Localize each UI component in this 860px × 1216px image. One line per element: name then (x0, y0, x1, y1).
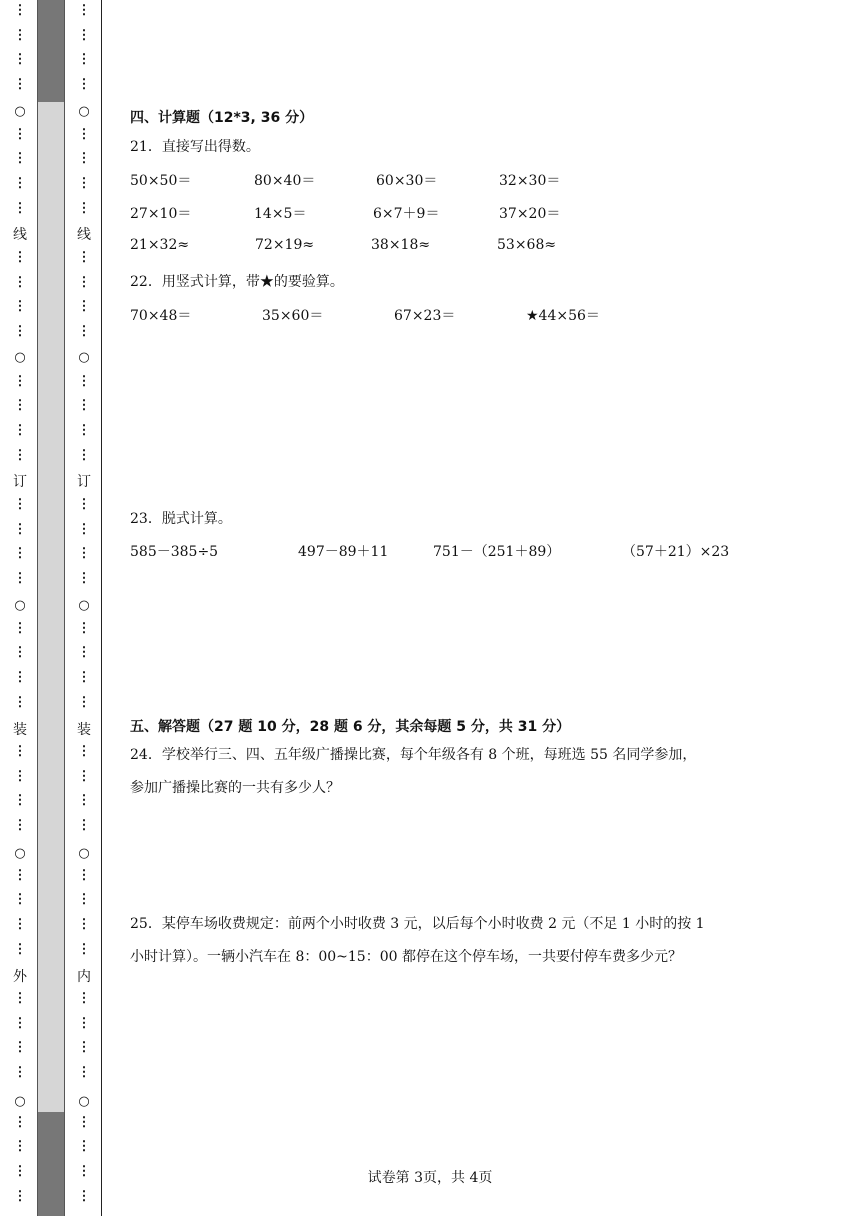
inner-dots: ⋮ (77, 620, 91, 636)
outer-circle-mark: ○ (14, 1094, 26, 1109)
q21-item: 80×40＝ (254, 173, 316, 189)
q24-line: 参加广播操比赛的一共有多少人？ (130, 780, 340, 796)
inner-dots: ⋮ (77, 744, 91, 759)
outer-dots: ⋮ (13, 546, 27, 562)
section5-heading: 五、解答题（27 题 10 分，28 题 6 分，其余每题 5 分，共 31 分） (130, 719, 571, 735)
inner-dots: ⋮ (77, 916, 91, 932)
strip-dark-bottom (38, 1112, 64, 1216)
outer-dots: ⋮ (13, 818, 27, 834)
inner-dots: ⋮ (77, 151, 91, 167)
outer-dots: ⋮ (13, 1163, 27, 1179)
outer-dots: ⋮ (13, 620, 27, 636)
q21-item: 60×30＝ (376, 173, 438, 189)
q23-prompt: 23．脱式计算。 (130, 511, 232, 527)
inner-dots: ⋮ (77, 1015, 91, 1031)
inner-dotted-column (75, 0, 93, 1216)
outer-dots: ⋮ (13, 892, 27, 908)
q21-item: 37×20＝ (499, 206, 561, 222)
outer-dots: ⋮ (13, 694, 27, 710)
inner-dots: ⋮ (77, 892, 91, 908)
outer-margin-char: 订 (13, 474, 27, 490)
outer-dots: ⋮ (13, 991, 27, 1006)
outer-dots: ⋮ (13, 916, 27, 932)
q21-item: 27×10＝ (130, 206, 192, 222)
outer-margin-char: 外 (13, 969, 27, 985)
binding-margin (0, 0, 102, 1216)
inner-dots: ⋮ (77, 818, 91, 834)
inner-dots: ⋮ (77, 324, 91, 340)
q21-item: 72×19≈ (255, 237, 315, 253)
inner-dots: ⋮ (77, 422, 91, 438)
inner-circle-mark: ○ (78, 104, 90, 119)
outer-dots: ⋮ (13, 274, 27, 290)
section4-heading: 四、计算题（12*3, 36 分） (130, 110, 314, 126)
q23-item: （57＋21）×23 (622, 544, 730, 560)
q25-line: 25．某停车场收费规定：前两个小时收费 3 元，以后每个小时收费 2 元（不足 1 小时的按 1 (130, 916, 705, 932)
margin-border-line (101, 0, 102, 1216)
outer-dots: ⋮ (13, 175, 27, 191)
inner-dots: ⋮ (77, 126, 91, 142)
q21-item: 53×68≈ (497, 237, 557, 253)
inner-dots: ⋮ (77, 1040, 91, 1056)
inner-dots: ⋮ (77, 250, 91, 265)
inner-circle-mark: ○ (78, 598, 90, 613)
inner-dots: ⋮ (77, 1065, 91, 1081)
inner-dots: ⋮ (77, 398, 91, 414)
inner-dots: ⋮ (77, 175, 91, 191)
inner-dots: ⋮ (77, 200, 91, 216)
outer-dots: ⋮ (13, 1114, 27, 1130)
q23-item: 751－（251＋89） (433, 544, 561, 560)
outer-dots: ⋮ (13, 1139, 27, 1155)
inner-circle-mark: ○ (78, 1094, 90, 1109)
q21-item: 21×32≈ (130, 237, 190, 253)
q24-line: 24．学校举行三、四、五年级广播操比赛，每个年级各有 8 个班，每班选 55 名同学参加， (130, 747, 697, 763)
outer-dots: ⋮ (13, 941, 27, 957)
q21-item: 50×50＝ (130, 173, 192, 189)
inner-dots: ⋮ (77, 52, 91, 68)
outer-dots: ⋮ (13, 793, 27, 809)
outer-dots: ⋮ (13, 324, 27, 340)
outer-dots: ⋮ (13, 200, 27, 216)
inner-dots: ⋮ (77, 447, 91, 463)
inner-dots: ⋮ (77, 1114, 91, 1130)
outer-dots: ⋮ (13, 768, 27, 784)
inner-margin-char: 线 (77, 227, 91, 243)
q22-item: 35×60＝ (262, 308, 324, 324)
inner-dots: ⋮ (77, 497, 91, 512)
inner-circle-mark: ○ (78, 350, 90, 365)
outer-circle-mark: ○ (14, 846, 26, 861)
inner-dots: ⋮ (77, 793, 91, 809)
q23-item: 497－89＋11 (298, 544, 389, 560)
q25-line: 小时计算）。一辆小汽车在 8：00~15：00 都停在这个停车场，一共要付停车费多少元？ (130, 949, 682, 965)
q21-item: 38×18≈ (371, 237, 431, 253)
outer-dots: ⋮ (13, 1065, 27, 1081)
outer-circle-mark: ○ (14, 598, 26, 613)
outer-circle-mark: ○ (14, 350, 26, 365)
q22-item: 70×48＝ (130, 308, 192, 324)
inner-margin-char: 装 (77, 722, 91, 738)
outer-dots: ⋮ (13, 1188, 27, 1204)
inner-dots: ⋮ (77, 1163, 91, 1179)
inner-dots: ⋮ (77, 274, 91, 290)
outer-dotted-column (11, 0, 29, 1216)
outer-dots: ⋮ (13, 250, 27, 265)
outer-circle-mark: ○ (14, 104, 26, 119)
outer-dots: ⋮ (13, 1015, 27, 1031)
outer-dots: ⋮ (13, 645, 27, 661)
inner-dots: ⋮ (77, 991, 91, 1006)
q21-item: 14×5＝ (254, 206, 307, 222)
inner-circle-mark: ○ (78, 846, 90, 861)
inner-dots: ⋮ (77, 521, 91, 537)
outer-dots: ⋮ (13, 3, 27, 18)
outer-dots: ⋮ (13, 669, 27, 685)
outer-margin-char: 装 (13, 722, 27, 738)
outer-dots: ⋮ (13, 447, 27, 463)
inner-dots: ⋮ (77, 299, 91, 315)
outer-dots: ⋮ (13, 867, 27, 883)
outer-dots: ⋮ (13, 52, 27, 68)
outer-dots: ⋮ (13, 27, 27, 43)
inner-dots: ⋮ (77, 27, 91, 43)
inner-dots: ⋮ (77, 1139, 91, 1155)
outer-margin-char: 线 (13, 227, 27, 243)
gray-binding-strip (37, 0, 65, 1216)
strip-dark-top (38, 0, 64, 102)
inner-dots: ⋮ (77, 373, 91, 389)
q22-item: 67×23＝ (394, 308, 456, 324)
inner-dots: ⋮ (77, 669, 91, 685)
outer-dots: ⋮ (13, 373, 27, 389)
outer-dots: ⋮ (13, 422, 27, 438)
outer-dots: ⋮ (13, 77, 27, 93)
inner-margin-char: 内 (77, 969, 91, 985)
outer-dots: ⋮ (13, 398, 27, 414)
q21-item: 6×7＋9＝ (373, 206, 440, 222)
inner-dots: ⋮ (77, 571, 91, 587)
q22-item: ★44×56＝ (526, 308, 600, 324)
inner-dots: ⋮ (77, 77, 91, 93)
outer-dots: ⋮ (13, 1040, 27, 1056)
outer-dots: ⋮ (13, 126, 27, 142)
outer-dots: ⋮ (13, 744, 27, 759)
outer-dots: ⋮ (13, 151, 27, 167)
q23-item: 585－385÷5 (130, 544, 219, 560)
inner-dots: ⋮ (77, 3, 91, 18)
q21-prompt: 21．直接写出得数。 (130, 139, 260, 155)
outer-dots: ⋮ (13, 571, 27, 587)
inner-dots: ⋮ (77, 546, 91, 562)
inner-margin-char: 订 (77, 474, 91, 490)
inner-dots: ⋮ (77, 867, 91, 883)
inner-dots: ⋮ (77, 1188, 91, 1204)
inner-dots: ⋮ (77, 694, 91, 710)
outer-dots: ⋮ (13, 299, 27, 315)
inner-dots: ⋮ (77, 645, 91, 661)
page-footer: 试卷第 3页，共 4页 (367, 1170, 493, 1186)
outer-dots: ⋮ (13, 521, 27, 537)
q21-item: 32×30＝ (499, 173, 561, 189)
q22-prompt: 22．用竖式计算，带★的要验算。 (130, 274, 344, 290)
inner-dots: ⋮ (77, 941, 91, 957)
outer-dots: ⋮ (13, 497, 27, 512)
inner-dots: ⋮ (77, 768, 91, 784)
